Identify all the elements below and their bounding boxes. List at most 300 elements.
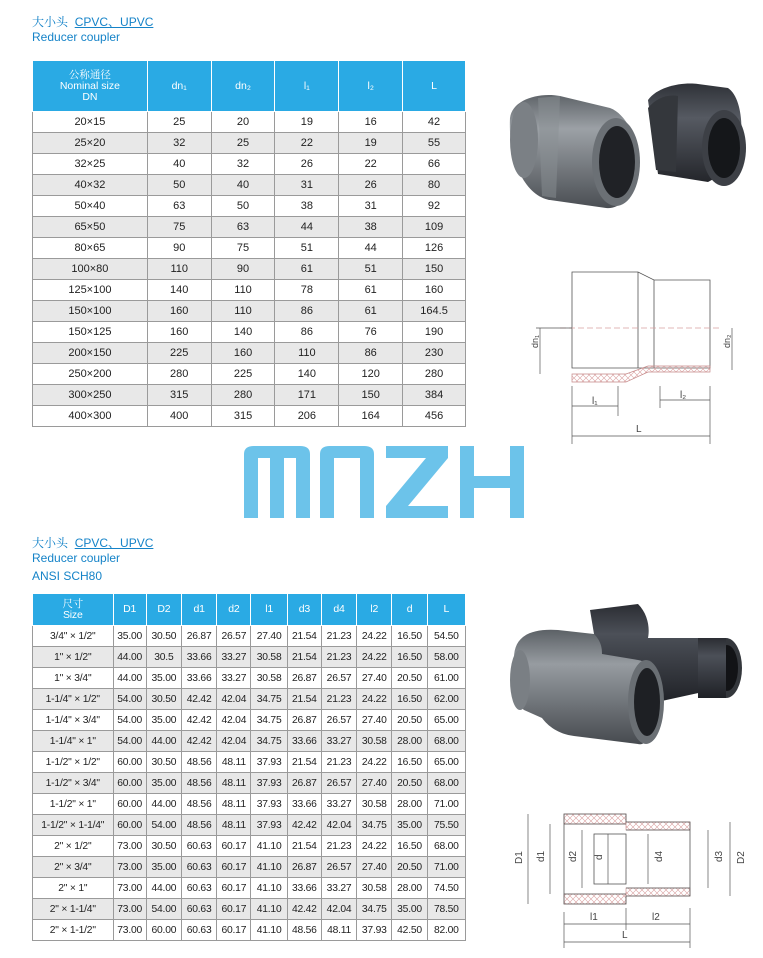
table-cell: 250×200 [33,364,148,385]
table-row [33,731,466,752]
table-cell: 50 [211,196,275,217]
table-cell: 171 [275,385,339,406]
section2-title-material: CPVC、UPVC [74,536,154,550]
table-cell: 100×80 [33,259,148,280]
table-cell: 73.00 [113,920,146,941]
table-cell: 73.00 [113,857,146,878]
table-cell: 61 [339,301,403,322]
table-cell: 1-1/4" × 3/4" [33,710,114,731]
table-cell: 54.00 [113,689,146,710]
table-cell: 2" × 1-1/4" [33,899,114,920]
table-cell: 92 [403,196,466,217]
table-cell: 48.56 [182,773,217,794]
table-body [33,626,466,941]
table-row [33,920,466,941]
table-cell: 51 [275,238,339,259]
table-row [33,406,466,427]
table-cell: 33.66 [287,878,321,899]
table-cell: 28.00 [392,878,427,899]
table-cell: 21.23 [321,752,356,773]
table-cell: 48.11 [217,773,251,794]
table-cell: 42.04 [217,710,251,731]
table-cell: 44.00 [146,731,181,752]
table-cell: 225 [147,343,211,364]
table-cell: 110 [211,301,275,322]
table-cell: 20.50 [392,773,427,794]
table-header-row [33,61,466,112]
table-cell: 60.00 [113,794,146,815]
table-cell: 26.87 [287,710,321,731]
table-cell: 30.58 [357,878,392,899]
column-header-line: d4 [333,603,345,615]
table-cell: 27.40 [357,710,392,731]
table-cell: 54.00 [146,815,181,836]
table-cell: 68.00 [427,836,465,857]
table-row [33,133,466,154]
table-cell: 32×25 [33,154,148,175]
table-cell: 26.57 [321,710,356,731]
table-row [33,364,466,385]
table-cell: 86 [275,301,339,322]
table-cell: 90 [147,238,211,259]
table-cell: 73.00 [113,836,146,857]
column-header [357,594,392,626]
table-cell: 80 [403,175,466,196]
column-header-line: L [431,79,437,92]
column-header-line: Size [62,608,83,621]
table-row [33,626,466,647]
table-cell: 456 [403,406,466,427]
table-cell: 30.58 [251,647,287,668]
table-row [33,259,466,280]
column-header-line: D1 [123,603,137,615]
column-header-line: D2 [157,603,171,615]
table-cell: 54.00 [146,899,181,920]
table-cell: 120 [339,364,403,385]
table-cell: 35.00 [146,773,181,794]
section1-title-material: CPVC、UPVC [74,15,154,29]
table-cell: 30.58 [357,794,392,815]
table-cell: 20.50 [392,668,427,689]
column-header-line: l1 [265,603,273,615]
table-cell: 20.50 [392,857,427,878]
table-cell: 48.56 [182,794,217,815]
column-header [217,594,251,626]
table-cell: 20 [211,112,275,133]
table-cell: 48.56 [182,815,217,836]
table-cell: 68.00 [427,773,465,794]
table-cell: 33.27 [217,668,251,689]
table-cell: 27.40 [357,668,392,689]
table-cell: 32 [211,154,275,175]
table-cell: 44.00 [146,878,181,899]
table-cell: 1" × 3/4" [33,668,114,689]
table-cell: 33.27 [321,794,356,815]
table-cell: 2" × 1/2" [33,836,114,857]
table-cell: 30.50 [146,836,181,857]
table-row [33,878,466,899]
table-cell: 280 [147,364,211,385]
drawing2-label-d: d [594,854,605,860]
table-cell: 37.93 [251,752,287,773]
table-row [33,815,466,836]
column-header-line: Nominal size [59,79,120,92]
table-cell: 31 [339,196,403,217]
table-cell: 160 [147,322,211,343]
table-cell: 35.00 [392,899,427,920]
column-header [275,61,339,112]
section1-title [32,16,153,29]
table-cell: 48.56 [182,752,217,773]
drawing2-label-d4: d4 [654,850,665,862]
drawing2-label-D1: D1 [514,851,525,864]
table-cell: 50×40 [33,196,148,217]
table-cell: 109 [403,217,466,238]
table-cell: 150 [339,385,403,406]
table-cell: 126 [403,238,466,259]
table-cell: 42.42 [182,689,217,710]
table-cell: 34.75 [357,899,392,920]
table-header-row [33,594,466,626]
table-cell: 32 [147,133,211,154]
table-cell: 190 [403,322,466,343]
table-cell: 41.10 [251,857,287,878]
table-cell: 60.00 [113,815,146,836]
table-cell: 75 [147,217,211,238]
table-cell: 25 [211,133,275,154]
table-cell: 60.00 [113,773,146,794]
table-cell: 21.23 [321,836,356,857]
table-cell: 63 [147,196,211,217]
table-cell: 60.17 [217,836,251,857]
table-row [33,322,466,343]
table-cell: 22 [339,154,403,175]
mnzh-watermark-logo [240,442,530,522]
table-cell: 44.00 [113,668,146,689]
table-body [33,112,466,427]
table-cell: 1-1/2" × 3/4" [33,773,114,794]
drawing1-label-l1: l₁ [592,396,598,407]
table-cell: 150×100 [33,301,148,322]
reducer-coupler-photo [498,78,756,218]
table-cell: 26.87 [287,773,321,794]
table-cell: 75.50 [427,815,465,836]
table-cell: 76 [339,322,403,343]
table-cell: 42.04 [217,689,251,710]
table-cell: 16.50 [392,752,427,773]
table-cell: 315 [147,385,211,406]
table-cell: 42.42 [287,815,321,836]
column-header-line: l2 [370,603,379,615]
table-cell: 60.63 [182,836,217,857]
table-cell: 21.54 [287,689,321,710]
table-cell: 26 [275,154,339,175]
table-cell: 280 [211,385,275,406]
table-cell: 110 [275,343,339,364]
table-cell: 21.54 [287,752,321,773]
column-header [321,594,356,626]
table-cell: 21.23 [321,689,356,710]
table-cell: 42.42 [287,899,321,920]
table-cell: 140 [211,322,275,343]
table-cell: 30.50 [146,689,181,710]
column-header-line: d [406,603,413,615]
table-cell: 280 [403,364,466,385]
table-cell: 30.50 [146,626,181,647]
table-cell: 33.27 [321,731,356,752]
table-cell: 35.00 [146,710,181,731]
table-row [33,710,466,731]
column-header [392,594,427,626]
table-cell: 65.00 [427,752,465,773]
table-cell: 80×65 [33,238,148,259]
section1-subtitle: Reducer coupler [32,30,121,44]
table-cell: 35.00 [113,626,146,647]
table-cell: 48.56 [287,920,321,941]
table-cell: 19 [275,112,339,133]
table-cell: 164.5 [403,301,466,322]
table-cell: 24.22 [357,689,392,710]
table-cell: 86 [275,322,339,343]
table-cell: 160 [211,343,275,364]
table-cell: 27.40 [357,857,392,878]
table-cell: 58.00 [427,647,465,668]
drawing2-label-l2: l2 [652,912,660,923]
table-row [33,857,466,878]
table-cell: 25 [147,112,211,133]
table-cell: 21.54 [287,836,321,857]
table-cell: 60.63 [182,857,217,878]
table-cell: 1-1/2" × 1" [33,794,114,815]
table-cell: 40 [211,175,275,196]
table-cell: 48.11 [321,920,356,941]
table-row [33,689,466,710]
table-cell: 1-1/2" × 1-1/4" [33,815,114,836]
table-cell: 37.93 [251,815,287,836]
table-cell: 200×150 [33,343,148,364]
reducer-coupler-drawing [520,258,760,444]
table-cell: 225 [211,364,275,385]
drawing2-label-d1: d1 [536,850,547,862]
table-cell: 33.66 [287,794,321,815]
column-header-line: l₂ [367,79,374,92]
table-cell: 300×250 [33,385,148,406]
column-header-line: d3 [298,603,310,615]
drawing2-label-l1: l1 [590,912,598,923]
table-cell: 60.63 [182,920,217,941]
table-cell: 35.00 [146,857,181,878]
column-header [287,594,321,626]
drawing1-label-L: L [636,424,642,435]
table-cell: 206 [275,406,339,427]
column-header-line: dn₂ [235,79,251,92]
table-cell: 78 [275,280,339,301]
table-row [33,794,466,815]
table-cell: 20.50 [392,710,427,731]
table-cell: 61 [275,259,339,280]
table-cell: 16.50 [392,647,427,668]
table-row [33,647,466,668]
table-cell: 54.50 [427,626,465,647]
table-cell: 60.00 [146,920,181,941]
table-row [33,343,466,364]
table-row [33,752,466,773]
table-cell: 164 [339,406,403,427]
table-cell: 40×32 [33,175,148,196]
table-cell: 21.54 [287,626,321,647]
column-header [147,61,211,112]
table-cell: 37.93 [357,920,392,941]
drawing2-label-L: L [622,930,628,941]
table-cell: 71.00 [427,857,465,878]
table-row [33,301,466,322]
table-cell: 27.40 [357,773,392,794]
table-cell: 75 [211,238,275,259]
table-cell: 60.17 [217,878,251,899]
table-cell: 74.50 [427,878,465,899]
table-cell: 61.00 [427,668,465,689]
table-cell: 1-1/4" × 1" [33,731,114,752]
column-header-line: d1 [193,603,205,615]
table-row [33,385,466,406]
table-cell: 51 [339,259,403,280]
table-cell: 140 [275,364,339,385]
table-cell: 24.22 [357,647,392,668]
table-cell: 44.00 [113,647,146,668]
table-cell: 44.00 [146,794,181,815]
table-cell: 21.23 [321,647,356,668]
table-cell: 125×100 [33,280,148,301]
table-cell: 38 [275,196,339,217]
table-cell: 71.00 [427,794,465,815]
table-cell: 150 [403,259,466,280]
table-cell: 16.50 [392,689,427,710]
column-header-line: 公称通径 [68,68,111,81]
table-cell: 26.87 [287,668,321,689]
table-cell: 73.00 [113,878,146,899]
table-cell: 60.63 [182,878,217,899]
table-cell: 1" × 1/2" [33,647,114,668]
table-cell: 230 [403,343,466,364]
section2-subtitle: Reducer coupler [32,551,121,565]
table-row [33,112,466,133]
table-cell: 160 [147,301,211,322]
column-header [339,61,403,112]
column-header-line: d2 [228,603,240,615]
column-header-line: 尺寸 [62,597,84,610]
table-cell: 42.04 [321,899,356,920]
column-header [211,61,275,112]
table-cell: 24.22 [357,752,392,773]
drawing1-label-dn2: dn₂ [722,334,732,348]
table-cell: 30.58 [357,731,392,752]
table-cell: 26.57 [217,626,251,647]
table-cell: 150×125 [33,322,148,343]
table-cell: 34.75 [251,731,287,752]
table-cell: 2" × 1-1/2" [33,920,114,941]
table-cell: 41.10 [251,920,287,941]
drawing1-label-l2: l₂ [680,390,687,401]
section2-title-cn: 大小头 [32,536,69,550]
table-cell: 110 [211,280,275,301]
column-header-line: dn₁ [171,79,187,92]
table-cell: 1-1/4" × 1/2" [33,689,114,710]
reducer-coupler-sch80-photo [498,598,756,750]
table-cell: 65×50 [33,217,148,238]
table-row [33,280,466,301]
table-cell: 19 [339,133,403,154]
table-row [33,154,466,175]
table-cell: 35.00 [392,815,427,836]
table-cell: 16.50 [392,836,427,857]
drawing1-label-dn1: dn₁ [530,334,540,348]
table-cell: 3/4" × 1/2" [33,626,114,647]
table-cell: 33.66 [182,647,217,668]
table-cell: 60.17 [217,857,251,878]
table-row [33,196,466,217]
table-cell: 27.40 [251,626,287,647]
column-header [146,594,181,626]
table-cell: 66 [403,154,466,175]
column-header [113,594,146,626]
table-cell: 16 [339,112,403,133]
table-cell: 42 [403,112,466,133]
table-cell: 41.10 [251,836,287,857]
table-cell: 61 [339,280,403,301]
table-cell: 160 [403,280,466,301]
table-cell: 26.57 [321,857,356,878]
table-cell: 44 [275,217,339,238]
table-cell: 33.66 [182,668,217,689]
table-cell: 400×300 [33,406,148,427]
table-cell: 42.04 [217,731,251,752]
table-cell: 33.66 [287,731,321,752]
table-cell: 38 [339,217,403,238]
table-cell: 26.57 [321,773,356,794]
table-cell: 41.10 [251,878,287,899]
table-cell: 110 [147,259,211,280]
table-cell: 400 [147,406,211,427]
table-row [33,238,466,259]
section1-title-cn: 大小头 [32,15,69,29]
table-cell: 31 [275,175,339,196]
table-row [33,899,466,920]
table-cell: 65.00 [427,710,465,731]
section2-standard: ANSI SCH80 [32,569,103,583]
table-cell: 30.58 [251,668,287,689]
table-cell: 55 [403,133,466,154]
drawing2-label-d3: d3 [714,850,725,862]
table-cell: 26.87 [182,626,217,647]
table-cell: 37.93 [251,773,287,794]
table-cell: 315 [211,406,275,427]
column-header [427,594,465,626]
table-cell: 28.00 [392,794,427,815]
table-row [33,836,466,857]
column-header [251,594,287,626]
table-cell: 68.00 [427,731,465,752]
table-cell: 48.11 [217,815,251,836]
table-cell: 48.11 [217,752,251,773]
table-row [33,668,466,689]
table-cell: 42.42 [182,710,217,731]
column-header [182,594,217,626]
table-cell: 16.50 [392,626,427,647]
table-cell: 2" × 1" [33,878,114,899]
table-cell: 54.00 [113,731,146,752]
table-cell: 25×20 [33,133,148,154]
table-cell: 26 [339,175,403,196]
